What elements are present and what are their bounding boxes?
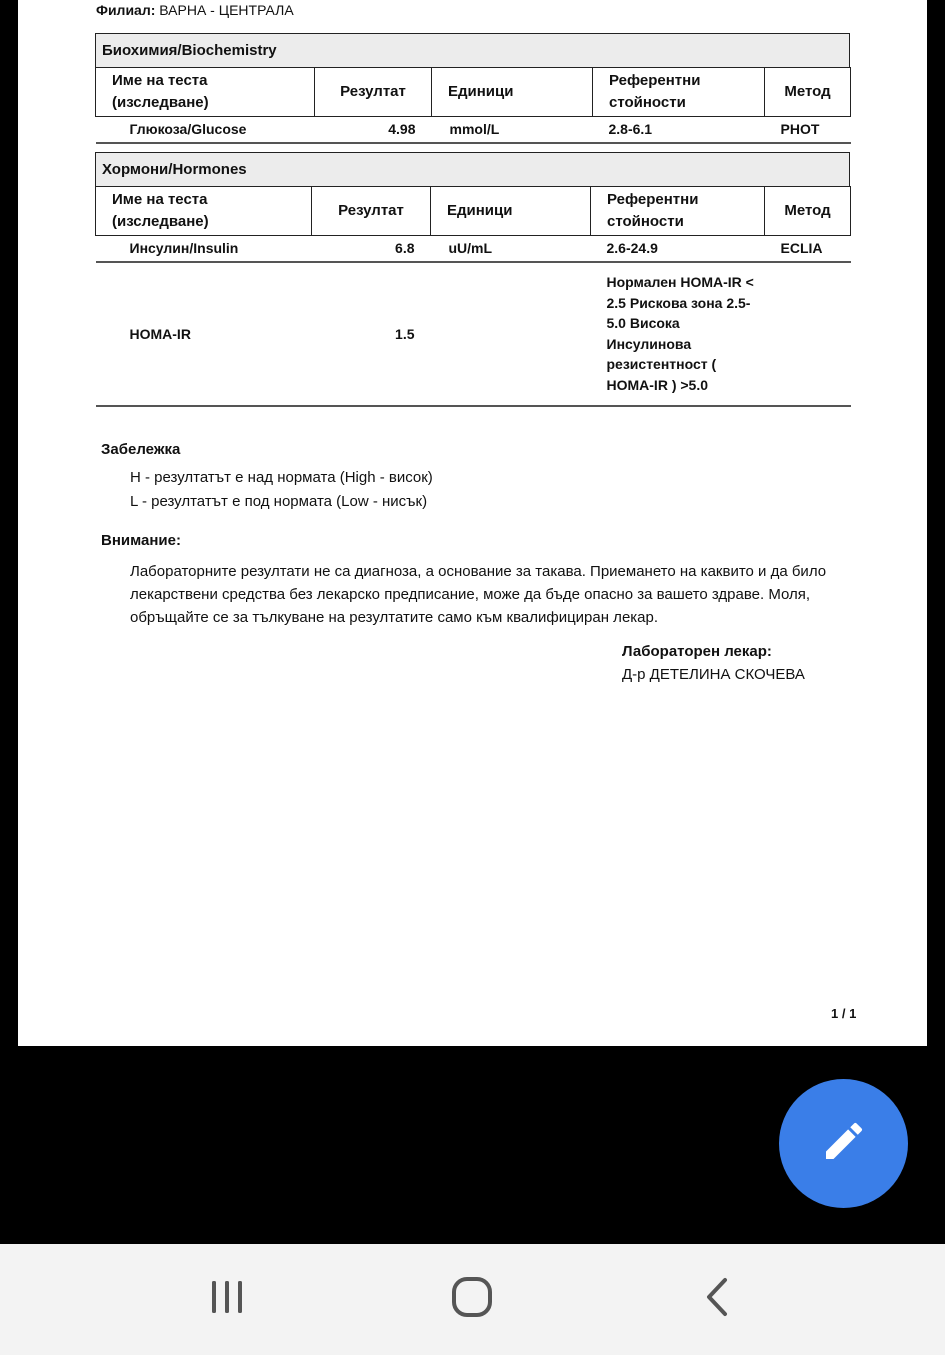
branch-label: Филиал: [96,2,156,18]
col-header-result: Резултат [315,68,432,117]
col-header-result: Резултат [312,187,431,236]
doctor-block [622,640,805,686]
test-result: 1.5 [312,262,431,406]
warning-text: Лабораторните резултати не са диагноза, а основание за такава. Приемането на каквито и да било лекарствени средства без лекарско предписание, може да бъде опасно за вашето здраве. Моля, обръщайте се за тълкуване на резултатите само към квалифициран лекар. [130,563,827,626]
col-header-unit: Единици [431,187,591,236]
test-name: Инсулин/Insulin [96,236,312,262]
col-header-method: Метод [765,68,851,117]
biochemistry-section [95,33,850,144]
note-line-high: H - резултатът е над нормата (High - висок) [130,469,433,486]
table-row [96,117,851,143]
page-number: 1 / 1 [831,1006,857,1021]
back-icon [703,1276,733,1323]
branch-value: ВАРНА - ЦЕНТРАЛА [159,2,294,18]
pencil-icon [820,1117,868,1170]
note-title: Забележка [101,441,181,458]
home-button[interactable] [412,1244,532,1355]
test-method [765,262,851,406]
doctor-title: Лабораторен лекар: [622,643,772,660]
col-header-ref: Референтни стойности [593,68,765,117]
table-header-row [96,68,851,117]
hormones-table [95,186,851,407]
test-method: ECLIA [765,236,851,262]
test-method: PHOT [765,117,851,143]
pdf-page [18,0,927,1046]
back-button[interactable] [658,1244,778,1355]
col-header-name: Име на теста (изследване) [96,68,315,117]
col-header-unit: Единици [432,68,593,117]
note-line-low: L - резултатът е под нормата (Low - нисък) [130,493,428,510]
test-unit: uU/mL [431,236,591,262]
recent-apps-button[interactable] [167,1244,287,1355]
table-row [96,236,851,262]
test-result: 6.8 [312,236,431,262]
test-result: 4.98 [315,117,432,143]
biochemistry-table [95,67,851,144]
doctor-name: Д-р ДЕТЕЛИНА СКОЧЕВА [622,666,805,683]
branch-line [96,2,294,18]
test-name: Глюкоза/Glucose [96,117,315,143]
warning-title: Внимание: [101,532,181,549]
col-header-name: Име на теста (изследване) [96,187,312,236]
edit-fab-button[interactable] [779,1079,908,1208]
test-ref: Нормален HOMA-IR < 2.5 Рискова зона 2.5-5.0 Висока Инсулинова резистентност ( HOMA-IR ) >5.0 [591,262,765,406]
table-row [96,262,851,406]
col-header-method: Метод [765,187,851,236]
col-header-ref: Референтни стойности [591,187,765,236]
hormones-section [95,152,850,407]
test-ref: 2.6-24.9 [591,236,765,262]
system-navigation-bar [0,1244,945,1355]
section-title: Биохимия/Biochemistry [95,33,850,67]
table-header-row [96,187,851,236]
home-icon [451,1276,493,1323]
test-name: HOMA-IR [96,262,312,406]
test-unit: mmol/L [432,117,593,143]
test-ref: 2.8-6.1 [593,117,765,143]
section-title: Хормони/Hormones [95,152,850,186]
recent-apps-icon [207,1277,247,1322]
test-unit [431,262,591,406]
